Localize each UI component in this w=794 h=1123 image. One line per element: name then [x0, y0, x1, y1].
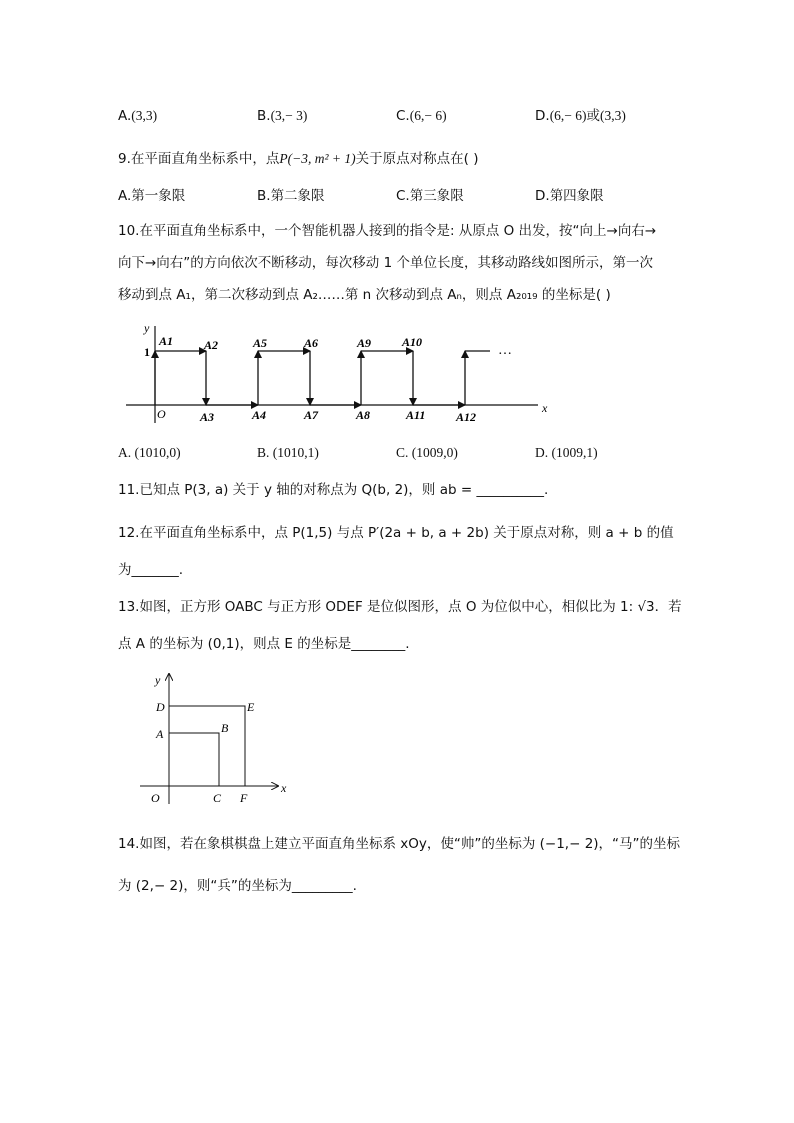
q10-label-a11: A11 [406, 408, 426, 422]
q10-label-a9: A9 [357, 336, 372, 350]
q13-label-x: x [281, 781, 287, 795]
q9-option-a[interactable]: A.第一象限 [118, 188, 186, 204]
q10-label-a8: A8 [356, 408, 371, 422]
q13-label-f: F [240, 791, 248, 805]
q8-option-b[interactable]: B.(3,− 3) [257, 108, 308, 124]
q11-stem: 11.已知点 P(3, a) 关于 y 轴的对称点为 Q(b, 2)，则 ab = __________. [118, 482, 549, 498]
q12-line-1: 12.在平面直角坐标系中，点 P(1,5) 与点 P′(2a + b, a + 2b) 关于原点对称，则 a + b 的值 [118, 525, 674, 541]
q10-label-a1: A1 [159, 334, 174, 348]
q9-stem: 9.在平面直角坐标系中，点P(−3, m² + 1)关于原点对称点在( ) [118, 151, 479, 167]
q9-option-d[interactable]: D.第四象限 [535, 188, 604, 204]
q8-option-c[interactable]: C.(6,− 6) [396, 108, 447, 124]
q8-option-d[interactable]: D.(6,− 6)或(3,3) [535, 108, 626, 124]
q10-option-b[interactable]: B. (1010,1) [257, 445, 319, 460]
q10-label-a5: A5 [253, 336, 268, 350]
q10-label-a3: A3 [200, 410, 215, 424]
q10-label-a10: A10 [402, 335, 423, 349]
q13-line-1: 13.如图，正方形 OABC 与正方形 ODEF 是位似图形，点 O 为位似中心，相似比为 1: √3．若 [118, 599, 682, 615]
q10-label-a4: A4 [252, 408, 267, 422]
q13-label-o: O [151, 791, 160, 805]
q13-square-oabc [169, 733, 219, 786]
q13-label-a: A [156, 727, 164, 741]
q10-tick-label: 1 [144, 345, 150, 359]
q13-square-odef [169, 706, 245, 786]
q13-line-2: 点 A 的坐标为 (0,1)，则点 E 的坐标是________. [118, 636, 410, 652]
q13-label-y: y [155, 673, 161, 687]
q10-label-a2: A2 [204, 338, 219, 352]
q10-origin-label: O [157, 407, 166, 421]
q8-option-a[interactable]: A.(3,3) [118, 108, 158, 124]
q10-label-a6: A6 [304, 336, 319, 350]
q10-option-d[interactable]: D. (1009,1) [535, 445, 598, 460]
q10-y-label: y [144, 321, 150, 335]
q10-option-a[interactable]: A. (1010,0) [118, 445, 181, 460]
q14-line-1: 14.如图，若在象棋棋盘上建立平面直角坐标系 xOy，使“帅”的坐标为 (−1,− 2)，“马”的坐标 [118, 836, 681, 852]
q10-x-label: x [542, 401, 548, 415]
q10-ellipsis: … [498, 343, 512, 358]
q10-line-1: 10.在平面直角坐标系中，一个智能机器人接到的指令是: 从原点 O 出发，按“向上→向右→ [118, 223, 657, 239]
q10-label-a12: A12 [456, 410, 477, 424]
q9-option-b[interactable]: B.第二象限 [257, 188, 325, 204]
q10-label-a7: A7 [304, 408, 319, 422]
q9-option-c[interactable]: C.第三象限 [396, 188, 464, 204]
q10-line-2: 向下→向右”的方向依次不断移动，每次移动 1 个单位长度，其移动路线如图所示，第一次 [118, 255, 653, 271]
q10-robot-path-figure [118, 318, 568, 430]
q10-line-3: 移动到点 A₁，第二次移动到点 A₂……第 n 次移动到点 Aₙ，则点 A₂₀₁₉ 的坐标是( ) [118, 287, 611, 303]
q14-line-2: 为 (2,− 2)，则“兵”的坐标为_________. [118, 878, 357, 894]
q13-square-figure [138, 668, 298, 808]
q10-option-c[interactable]: C. (1009,0) [396, 445, 458, 460]
q13-label-c: C [213, 791, 222, 805]
q13-label-b: B [221, 721, 229, 735]
q13-label-e: E [247, 700, 255, 714]
q12-line-2: 为_______. [118, 562, 184, 578]
q13-label-d: D [156, 700, 165, 714]
